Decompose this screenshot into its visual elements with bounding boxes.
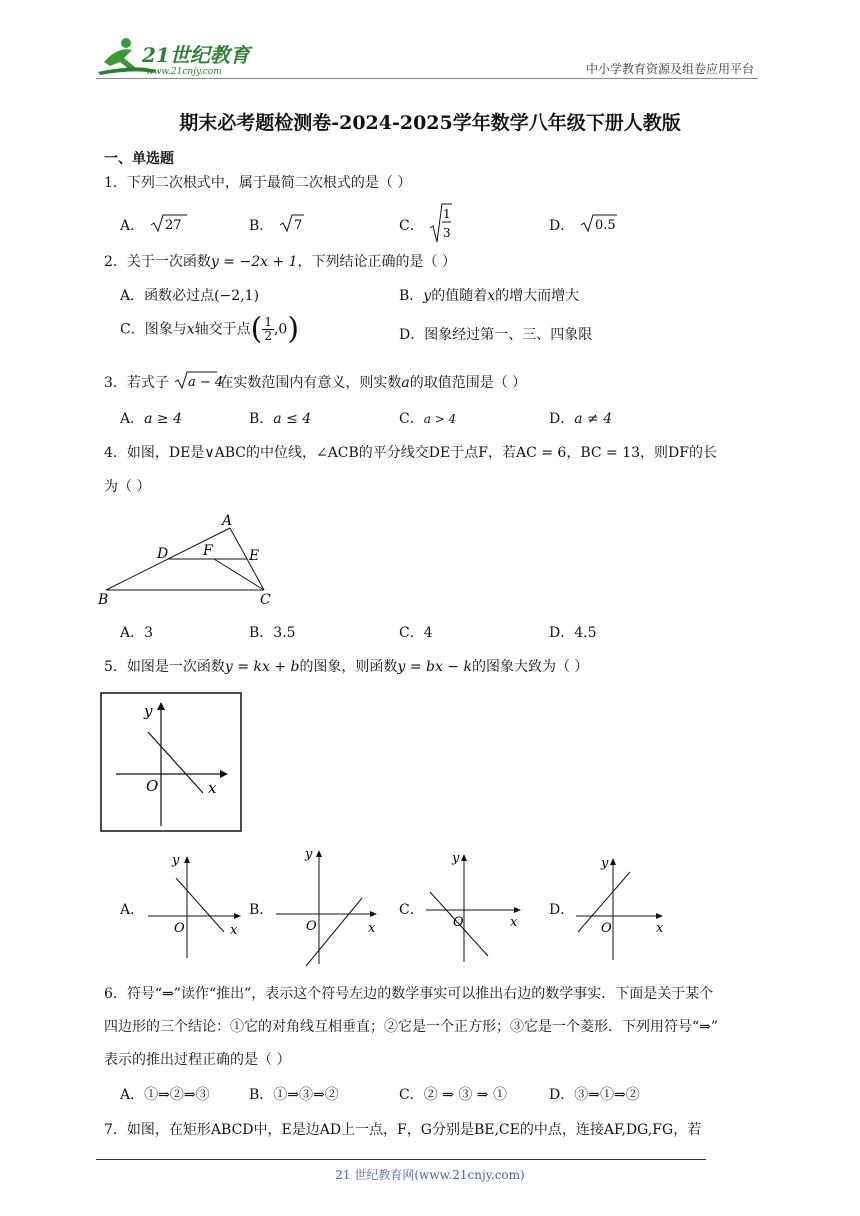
q5-option-d-graph[interactable] <box>572 850 672 964</box>
footer-text: 21 世纪教育网(www.21cnjy.com) <box>335 1168 525 1182</box>
q1-option-a: A． 27 <box>120 212 189 240</box>
q2-option-b: B．y的值随着x的增大而增大 <box>399 288 580 304</box>
q1-option-b: B． 7 <box>249 212 306 240</box>
svg-text:y: y <box>172 853 180 868</box>
svg-text:x: x <box>368 921 376 936</box>
svg-text:O: O <box>174 921 185 936</box>
q5-option-d-label: D． <box>549 902 575 918</box>
q5-stem: 5．如图是一次函数y = kx + b的图象，则函数y = bx − k的图象大致为（ ） <box>104 659 589 675</box>
svg-text:7: 7 <box>293 218 303 233</box>
svg-text:0.5: 0.5 <box>594 218 616 233</box>
site-logo <box>96 36 266 80</box>
q5-main-graph <box>100 692 242 832</box>
footer-divider <box>96 1159 706 1160</box>
svg-text:x: x <box>230 923 238 938</box>
q5-option-a-graph[interactable] <box>144 848 244 960</box>
header-divider <box>96 78 758 79</box>
svg-text:y: y <box>601 856 609 871</box>
label-a: A <box>222 513 233 529</box>
runner-logo-icon <box>96 36 266 80</box>
svg-text:27: 27 <box>164 218 182 233</box>
q7-stem-line1: 7．如图，在矩形ABCD中，E是边AD上一点，F，G分别是BE,CE的中点，连接AF,DG,FG，若 <box>104 1122 702 1138</box>
label-f: F <box>203 543 213 559</box>
q6-stem-line3: 表示的推出过程正确的是（ ） <box>104 1052 291 1068</box>
q5-option-a-label: A． <box>120 902 145 918</box>
sqrt-icon <box>173 369 224 391</box>
q1-option-d: D． 0.5 <box>549 212 619 240</box>
section-heading: 一、单选题 <box>104 151 174 167</box>
svg-text:x: x <box>510 915 518 930</box>
q4-stem-line2: 为（ ） <box>104 479 151 495</box>
q6-option-d: D．③⇒①⇒② <box>549 1087 640 1103</box>
q4-option-b: B．3.5 <box>249 625 296 641</box>
sqrt-fraction-icon <box>428 202 454 244</box>
svg-text:1: 1 <box>443 207 451 221</box>
q4-option-c: C．4 <box>399 625 433 641</box>
q3-stem: 3．若式子 a − 4 在实数范围内有意义，则实数a的取值范围是（ ） <box>104 369 526 397</box>
svg-text:O: O <box>601 921 612 936</box>
svg-text:O: O <box>306 919 317 934</box>
svg-text:y: y <box>452 851 460 866</box>
q3-option-b: B．a ≤ 4 <box>249 411 312 427</box>
q2-option-c: C．图象与x轴交于点( $\frac{1}{2}$ ,0) <box>120 311 300 347</box>
q3-option-c: C．a > 4 <box>399 411 457 427</box>
q1-stem: 1．下列二次根式中，属于最简二次根式的是（ ） <box>104 175 412 191</box>
svg-text:O: O <box>146 777 159 795</box>
label-b: B <box>98 592 109 608</box>
svg-text:x: x <box>656 921 664 936</box>
label-e: E <box>249 548 260 564</box>
q4-option-d: D．4.5 <box>549 625 597 641</box>
page-title: 期末必考题检测卷-2024-2025学年数学八年级下册人教版 <box>179 112 681 134</box>
svg-text:x: x <box>208 779 217 797</box>
q6-option-a: A．①⇒②⇒③ <box>120 1087 210 1103</box>
q5-option-b-graph[interactable] <box>272 842 384 968</box>
svg-text:y: y <box>305 847 313 862</box>
q3-option-a: A．a ≥ 4 <box>120 411 183 427</box>
sqrt-icon <box>149 212 189 234</box>
sqrt-icon <box>579 212 619 234</box>
q6-stem-line2: 四边形的三个结论：①它的对角线互相垂直；②它是一个正方形；③它是一个菱形．下列用符号“⇒” <box>104 1019 719 1035</box>
q5-option-c-graph[interactable] <box>422 846 526 964</box>
svg-text:O: O <box>453 915 464 930</box>
q1-option-c: C． 1 3 <box>399 202 454 250</box>
q3-option-d: D．a ≠ 4 <box>549 411 613 427</box>
q2-option-d: D．图象经过第一、三、四象限 <box>399 327 593 343</box>
label-d: D <box>157 546 169 562</box>
q2-stem: 2．关于一次函数y = −2x + 1，下列结论正确的是（ ） <box>104 254 456 270</box>
q5-option-b-label: B． <box>249 902 274 918</box>
svg-text:y: y <box>144 702 153 720</box>
svg-text:3: 3 <box>443 226 451 240</box>
q2-option-a: A．函数必过点(−2,1) <box>120 288 260 304</box>
header-platform-text: 中小学教育资源及组卷应用平台 <box>585 62 754 76</box>
sqrt-icon <box>278 212 306 234</box>
label-c: C <box>260 592 271 608</box>
q6-stem-line1: 6．符号“⇒”读作“推出”，表示这个符号左边的数学事实可以推出右边的数学事实．下面是关于某个 <box>104 986 714 1002</box>
q5-option-c-label: C． <box>399 902 424 918</box>
triangle-figure <box>96 510 286 610</box>
q6-option-c: C．② ⇒ ③ ⇒ ① <box>399 1087 507 1103</box>
svg-text:a − 4: a − 4 <box>188 375 224 390</box>
q4-stem-line1: 4．如图，DE是∨ABC的中位线，∠ACB的平分线交DE于点F，若AC = 6，BC = 13，则DF的长 <box>104 445 717 461</box>
logo-text: 21世纪教育 <box>142 43 250 67</box>
logo-url: www.21cnjy.com <box>146 67 222 77</box>
q4-option-a: A．3 <box>120 625 154 641</box>
q6-option-b: B．①⇒③⇒② <box>249 1087 339 1103</box>
